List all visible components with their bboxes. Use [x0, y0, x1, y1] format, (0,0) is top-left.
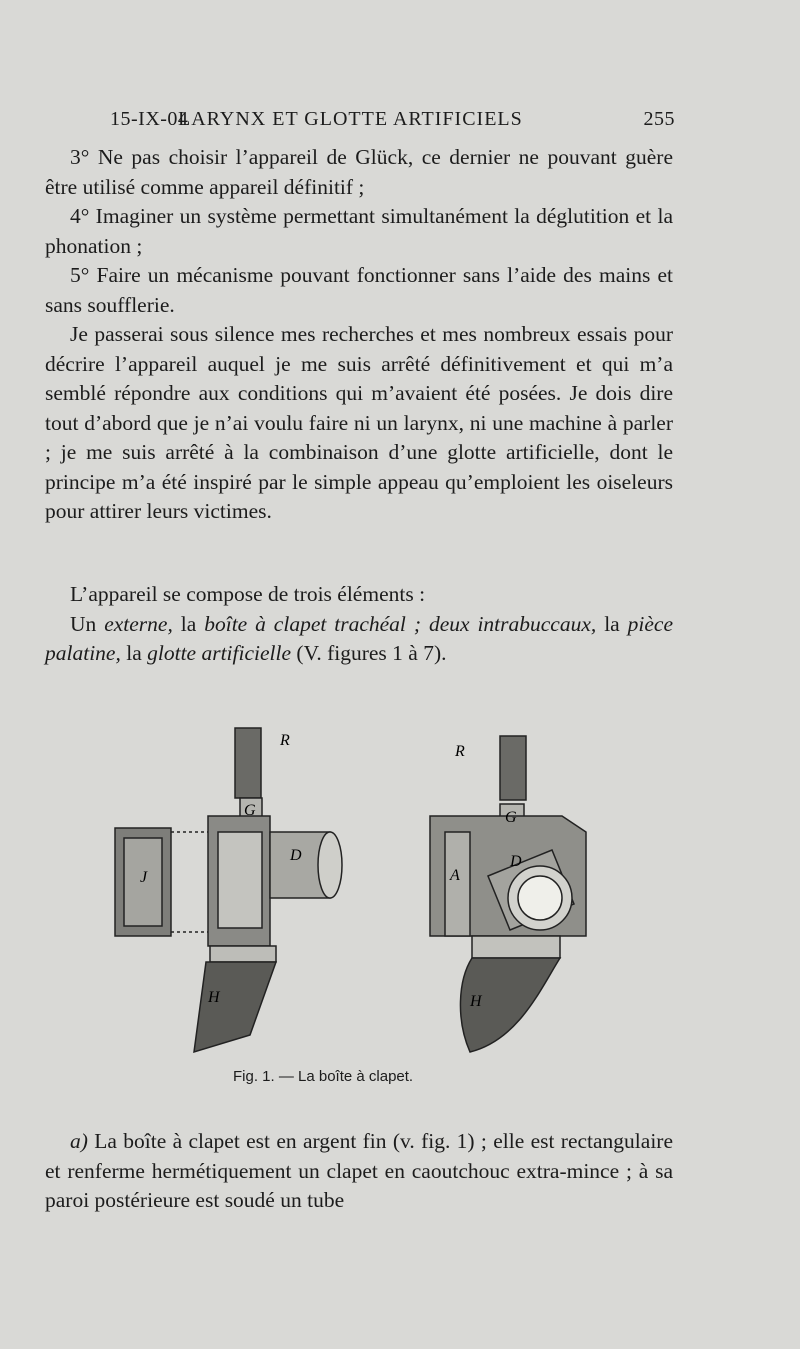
text-run-italic: pièce palatine, — [45, 611, 673, 665]
label-g-right: G — [505, 809, 517, 826]
text-block-middle — [45, 580, 673, 669]
tube-d-bore-right — [518, 876, 562, 920]
label-d-right: D — [510, 853, 522, 870]
text-run-italic: glotte artificielle — [147, 641, 292, 665]
text-run-italic: boîte à clapet trachéal ; — [204, 611, 421, 636]
label-r-left: R — [280, 732, 290, 749]
text-run-italic: deux intrabuccaux, — [428, 611, 597, 636]
side-a — [445, 832, 470, 936]
label-j: J — [140, 869, 148, 886]
label-d-left: D — [290, 847, 302, 864]
text-run: la — [172, 611, 205, 636]
text-run: Un — [70, 611, 105, 636]
left-device — [115, 728, 342, 1052]
header-date: 15-IX-04 — [110, 108, 189, 130]
page-number: 255 — [643, 108, 675, 130]
text-block-top — [45, 143, 673, 527]
text-run: la — [120, 641, 148, 665]
running-header — [110, 108, 675, 138]
tube-r-left — [235, 728, 261, 798]
box-opening-left — [218, 832, 262, 928]
paragraph-main: Je passerai sous silence mes recherches et mes nombreux essais pour décrire l’appareil auquel je me suis arrêté définitivement et qui m’a semblé répondre aux conditions qui m’avaient été posées. Je dois dire tout d’abord que je n’ai voulu faire ni un larynx, ni une machine à parler ; je me suis arrêté à la combinaison d’une glotte artificielle, dont le principe m’a été inspiré par le simple appeau qu’emploient les oiseleurs pour attirer leurs victimes. — [45, 322, 673, 523]
base-plate-right — [472, 936, 560, 958]
text-run — [421, 612, 429, 636]
base-plate-left — [210, 946, 276, 962]
right-device — [430, 736, 586, 1052]
cannula-h-left — [194, 962, 276, 1052]
paragraph-item-5: 5° Faire un mécanisme pouvant fonctionner sans l’aide des mains et sans soufflerie. — [45, 263, 673, 317]
label-h-left: H — [208, 989, 220, 1006]
figure-caption: Fig. 1. — La boîte à clapet. — [233, 1068, 414, 1085]
paragraph-item-3: 3° Ne pas choisir l’appareil de Glück, ce dernier ne pouvant guère être utilisé comme appareil définitif ; — [45, 145, 673, 199]
text-block-bottom — [45, 1127, 673, 1216]
item-marker: a) — [70, 1129, 88, 1153]
figure-illustration — [100, 720, 620, 1060]
label-g-left: G — [244, 802, 256, 819]
header-title: LARYNX ET GLOTTE ARTIFICIELS — [178, 108, 523, 130]
paragraph-elements: L’appareil se compose de trois éléments : — [70, 582, 426, 606]
tube-d-end-left — [318, 832, 342, 898]
paragraph-item-4: 4° Imaginer un système permettant simultanément la déglutition et la phonation ; — [45, 204, 673, 258]
label-a: A — [450, 867, 460, 884]
text-run: (V. figures 1 à 7). — [291, 641, 447, 665]
label-r-right: R — [455, 743, 465, 760]
paragraph-elements-list — [45, 610, 673, 669]
text-run: La boîte à clapet est en argent fin (v. fig. 1) ; elle est rectangulaire et renferme hermétiquement un clapet en caoutchouc extra-mince ; à sa paroi postérieure est soudé un tube — [45, 1129, 673, 1212]
tube-r-right — [500, 736, 526, 800]
label-h-right: H — [470, 993, 482, 1010]
text-run: la — [596, 611, 628, 636]
text-run-italic: externe, — [104, 611, 173, 636]
paragraph-a — [45, 1127, 673, 1216]
